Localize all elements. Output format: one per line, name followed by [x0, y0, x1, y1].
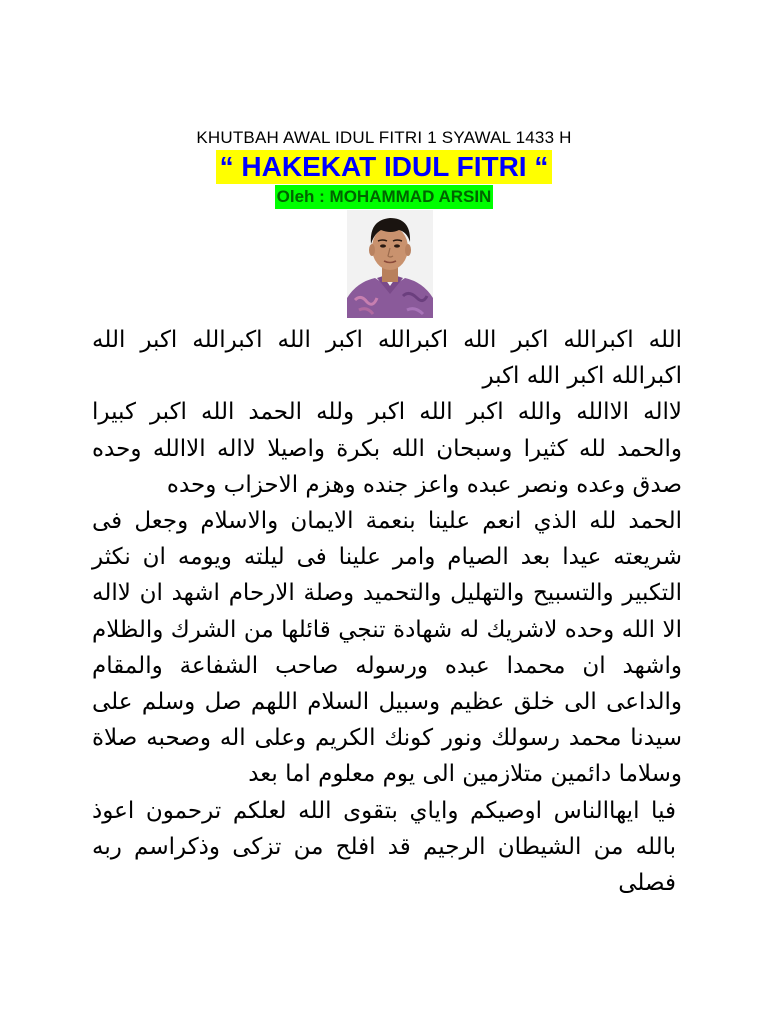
title-container	[0, 150, 768, 184]
arabic-paragraph-tahlil: لااله الاالله والله اكبر الله اكبر ولله الحمد الله اكبر كبيرا والحمد لله كثيرا وسبحان الله بكرة واصيلا لااله الاالله وحده صدق وعده ونصر عبده واعز جنده وهزم الاحزاب وحده	[92, 399, 682, 498]
arabic-paragraph-takbir: الله اكبرالله اكبر الله اكبرالله اكبر الله اكبرالله اكبر الله اكبرالله اكبر الله اكبر	[92, 327, 682, 390]
arabic-khutbah-text	[92, 322, 682, 901]
author-line: Oleh : MOHAMMAD ARSIN	[275, 185, 494, 209]
portrait-photo-icon	[347, 210, 433, 318]
arabic-paragraph-hamdalah: الحمد لله الذي انعم علينا بنعمة الايمان والاسلام وجعل فى شريعته عيدا بعد الصيام وامر علينا فى ليلته ويومه ان نكثر التكبير والتسبيح والتهليل والتحميد وصلة الارحام اشهد ان لااله الا الله وحده لاشريك له شهادة تنجي قائلها من الشرك والظلام واشهد ان محمدا عبده ورسوله صاحب الشفاعة والمقام والداعى الى خلق عظيم وسبيل السلام اللهم صل وسلم على سيدنا محمد رسولك ونور كونك الكريم وعلى اله وصحبه صلاة وسلاما دائمين متلازمين الى يوم معلوم اما بعد	[92, 508, 682, 788]
author-container	[0, 185, 768, 209]
khutbah-heading: KHUTBAH AWAL IDUL FITRI 1 SYAWAL 1433 H	[196, 128, 572, 147]
arabic-paragraph-wasiat: فيا ايهاالناس اوصيكم واياي بتقوى الله لعلكم ترحمون اعوذ بالله من الشيطان الرجيم قد افلح من تزكى وذكراسم ربه فصلى	[92, 797, 676, 897]
document-title: “ HAKEKAT IDUL FITRI “	[216, 150, 553, 184]
